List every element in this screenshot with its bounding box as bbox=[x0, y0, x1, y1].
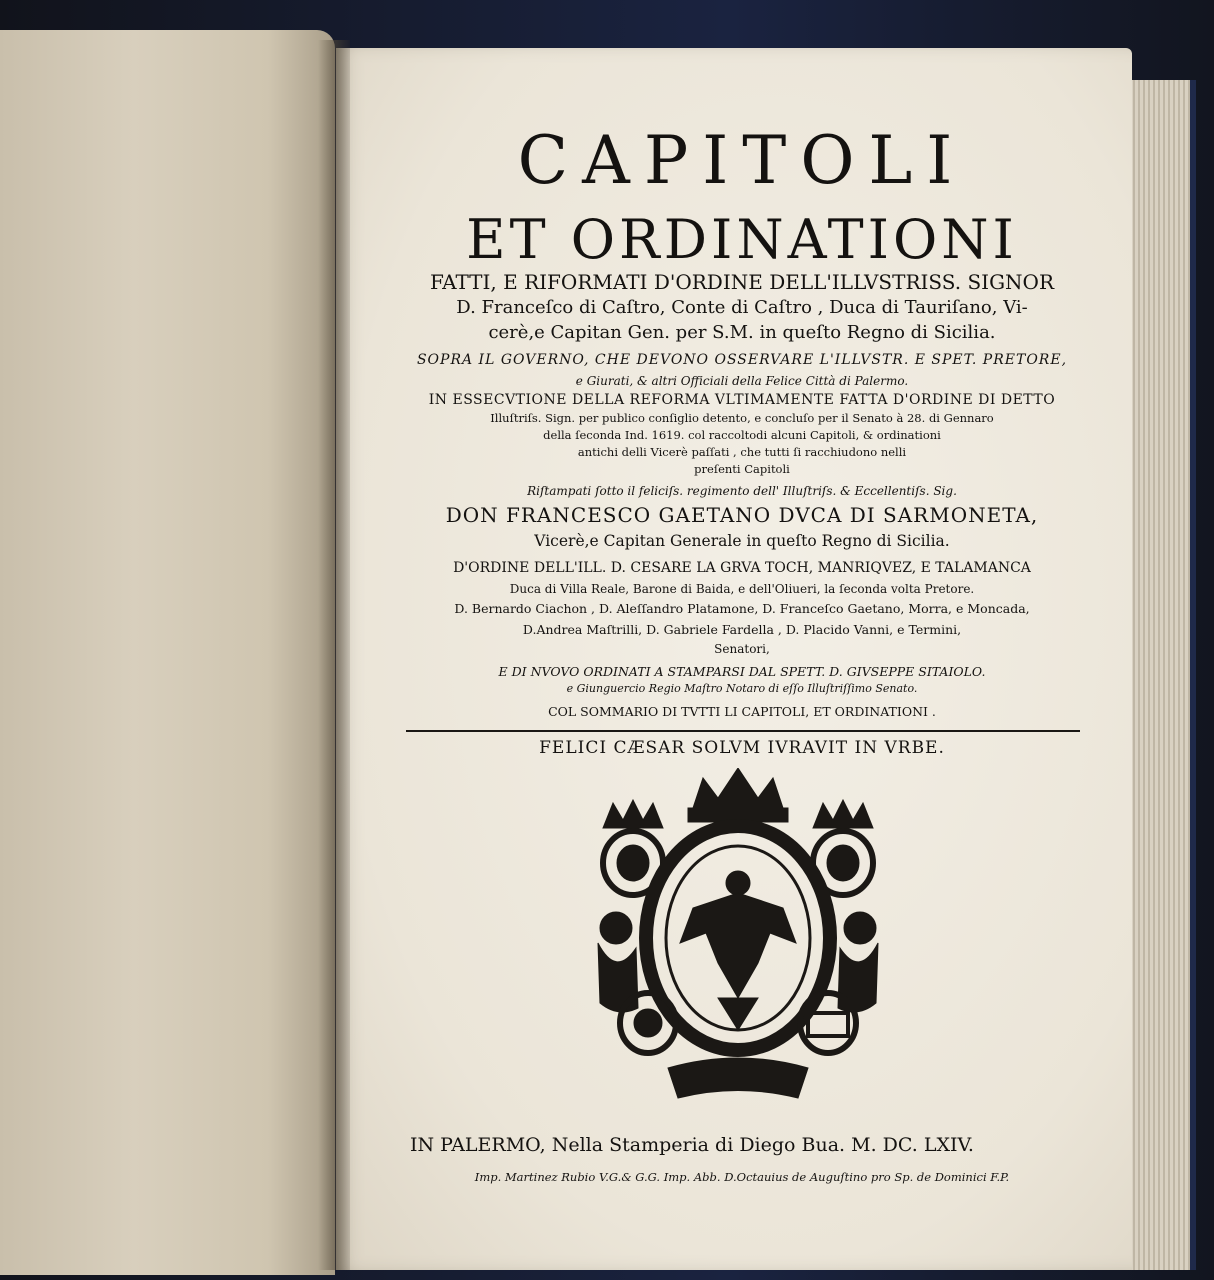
title-line-1: CAPITOLI bbox=[517, 122, 967, 199]
text-line: D'ORDINE DELL'ILL. D. CESARE LA GRVA TOCH, MANRIQVEZ, E TALAMANCA bbox=[453, 560, 1031, 576]
title-line-2: ET ORDINATIONI bbox=[466, 208, 1018, 271]
text-line: preſenti Capitoli bbox=[694, 462, 790, 476]
motto: FELICI CÆSAR SOLVM IVRAVIT IN VRBE. bbox=[539, 738, 945, 758]
text-line: D.Andrea Maſtrilli, D. Gabriele Fardella , D. Placido Vanni, e Termini, bbox=[522, 622, 962, 637]
divider bbox=[406, 730, 1080, 732]
coat-of-arms-icon bbox=[588, 768, 888, 1108]
text-line: Illuſtriſs. Sign. per publico conſiglio detento, e concluſo per il Senato à 28. di Gennaro bbox=[490, 411, 994, 425]
text-line: Senatori, bbox=[714, 642, 770, 656]
text-line: Duca di Villa Reale, Barone di Baida, e dell'Oliueri, la ſeconda volta Pretore. bbox=[509, 582, 975, 596]
text-line: e Giunguercio Regio Maſtro Notaro di eſſo Illuſtriſſimo Senato. bbox=[566, 682, 918, 695]
text-line: COL SOMMARIO DI TVTTI LI CAPITOLI, ET ORDINATIONI . bbox=[548, 704, 936, 719]
left-page-blank bbox=[0, 30, 335, 1275]
text-line: della ſeconda Ind. 1619. col raccoltodi alcuni Capitoli, & ordinationi bbox=[543, 428, 941, 442]
book-gutter bbox=[318, 40, 350, 1270]
subtitle-line: FATTI, E RIFORMATI D'ORDINE DELL'ILLVSTRISS. SIGNOR bbox=[429, 270, 1055, 294]
text-line: antichi delli Vicerè paſſati , che tutti ſi racchiudono nelli bbox=[577, 445, 907, 459]
imprimatur-line: Imp. Martinez Rubio V.G.& G.G. Imp. Abb. D.Octauius de Auguſtino pro Sp. de Dominici F.P. bbox=[474, 1170, 1010, 1184]
text-line: IN ESSECVTIONE DELLA REFORMA VLTIMAMENTE FATTA D'ORDINE DI DETTO bbox=[428, 392, 1056, 408]
text-line: e Giurati, & altri Officiali della Felice Città di Palermo. bbox=[575, 374, 909, 388]
crest-legend: SENATVS POPVLVSQ. PANORMITANVS VRBS FELIX ET REGNI CAPVT bbox=[738, 1106, 775, 1107]
text-line: D. Bernardo Ciachon , D. Aleſſandro Platamone, D. Franceſco Gaetano, Morra, e Moncada, bbox=[454, 601, 1030, 616]
text-line: E DI NVOVO ORDINATI A STAMPARSI DAL SPETT. D. GIVSEPPE SITAIOLO. bbox=[498, 664, 986, 679]
text-line: Riſtampati ſotto il feliciſs. regimento dell' Illuſtriſs. & Eccellentiſs. Sig. bbox=[527, 484, 957, 498]
title-page bbox=[336, 48, 1132, 1270]
text-line: SOPRA IL GOVERNO, CHE DEVONO OSSERVARE L'ILLVSTR. E SPET. PRETORE, bbox=[416, 352, 1068, 368]
text-line: cerè,e Capitan Gen. per S.M. in queſto Regno di Sicilia. bbox=[488, 322, 996, 343]
imprint-line: IN PALERMO, Nella Stamperia di Diego Bua. M. DC. LXIV. bbox=[410, 1134, 974, 1156]
viceroy-name: DON FRANCESCO GAETANO DVCA DI SARMONETA, bbox=[445, 503, 1039, 527]
text-line: D. Franceſco di Caſtro, Conte di Caſtro , Duca di Tauriſano, Vi- bbox=[456, 297, 1028, 318]
text-line: Vicerè,e Capitan Generale in queſto Regno di Sicilia. bbox=[534, 532, 950, 550]
